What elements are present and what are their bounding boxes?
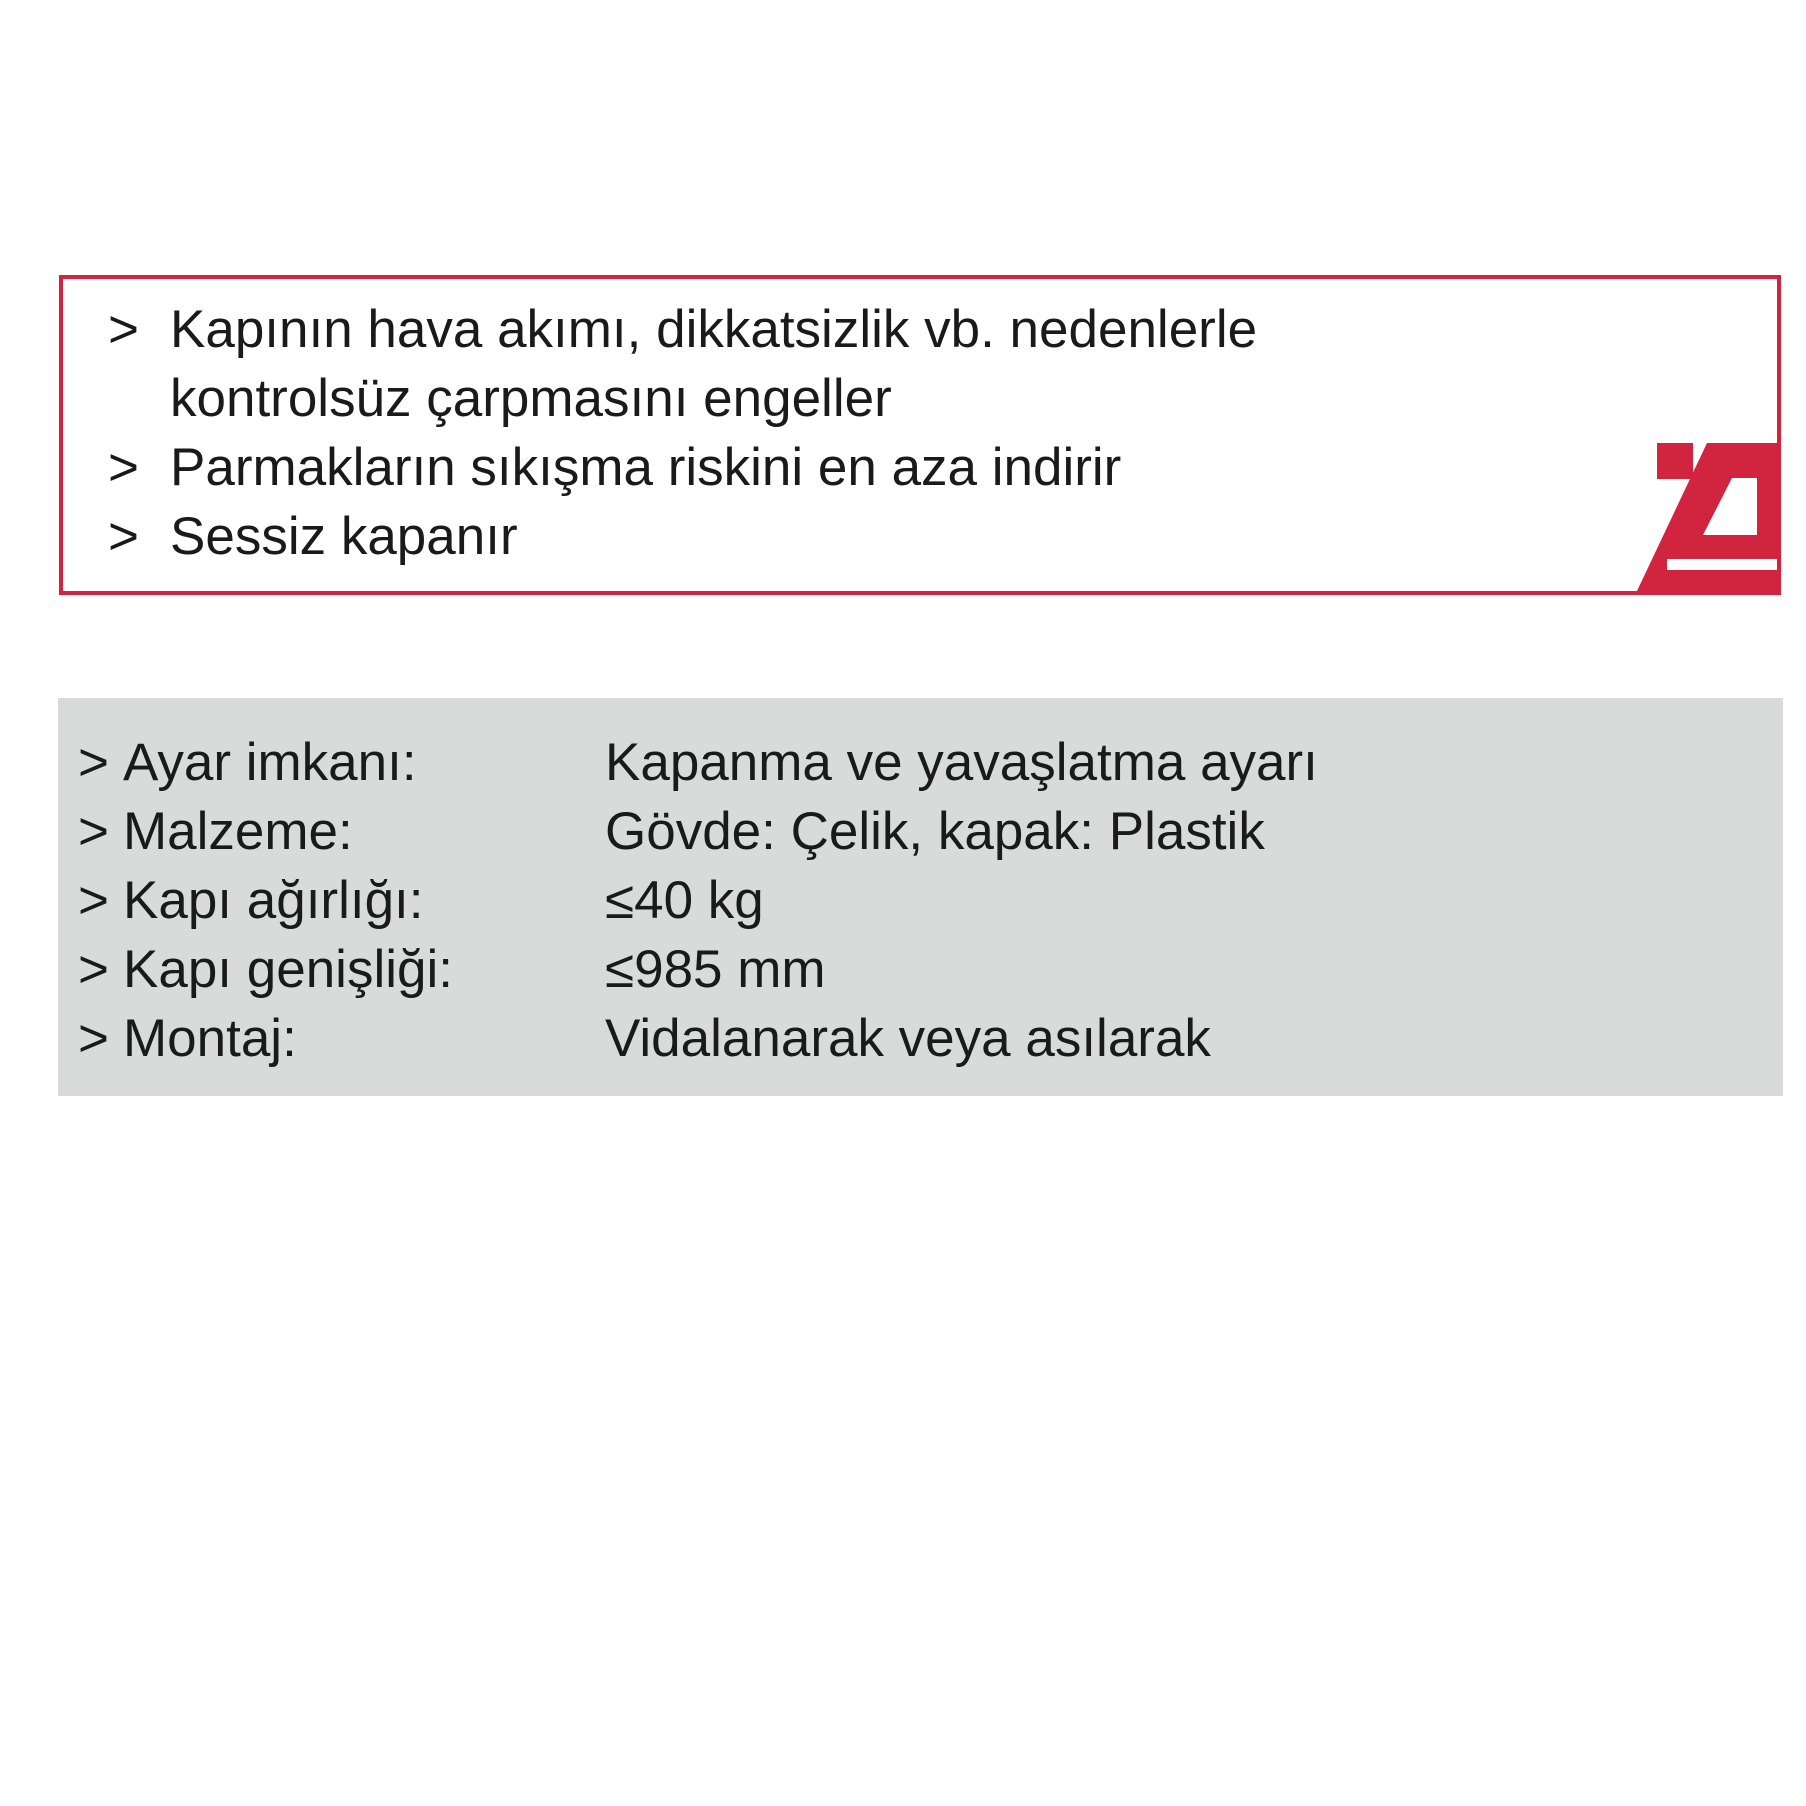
feature-text: Parmakların sıkışma riskini en aza indirir [170, 438, 1122, 497]
spec-value: Gövde: Çelik, kapak: Plastik [605, 802, 1265, 861]
feature-bullet: > [108, 300, 139, 359]
specs-list [78, 728, 1318, 1073]
feature-bullet: > [108, 438, 139, 497]
spec-value: Kapanma ve yavaşlatma ayarı [605, 733, 1318, 792]
spec-label: Kapı genişliği: [123, 940, 453, 999]
features-box [59, 275, 1781, 595]
logo-a-gap [1667, 559, 1777, 570]
spec-label: Malzeme: [123, 802, 353, 861]
spec-row [78, 728, 1318, 797]
spec-label: Ayar imkanı: [123, 733, 417, 792]
spec-label: Kapı ağırlığı: [123, 871, 424, 930]
features-list [108, 295, 1450, 571]
feature-text: Sessiz kapanır [170, 507, 518, 566]
brand-logo-icon [1637, 431, 1777, 591]
feature-item [108, 295, 1450, 433]
feature-item [108, 502, 1450, 571]
spec-row [78, 866, 1318, 935]
feature-bullet: > [108, 507, 139, 566]
spec-bullet: > [78, 871, 109, 930]
logo-square [1657, 443, 1693, 479]
spec-value: Vidalanarak veya asılarak [605, 1009, 1211, 1068]
spec-bullet: > [78, 940, 109, 999]
spec-bullet: > [78, 802, 109, 861]
spec-row [78, 935, 1318, 1004]
spec-label: Montaj: [123, 1009, 297, 1068]
spec-value: ≤985 mm [605, 940, 826, 999]
specs-box [58, 698, 1783, 1096]
feature-text: Kapının hava akımı, dikkatsizlik vb. nedenlerle kontrolsüz çarpmasını engeller [170, 300, 1258, 428]
spec-bullet: > [78, 1009, 109, 1068]
spec-value: ≤40 kg [605, 871, 764, 930]
feature-item [108, 433, 1450, 502]
spec-row [78, 1004, 1318, 1073]
spec-row [78, 797, 1318, 866]
spec-bullet: > [78, 733, 109, 792]
